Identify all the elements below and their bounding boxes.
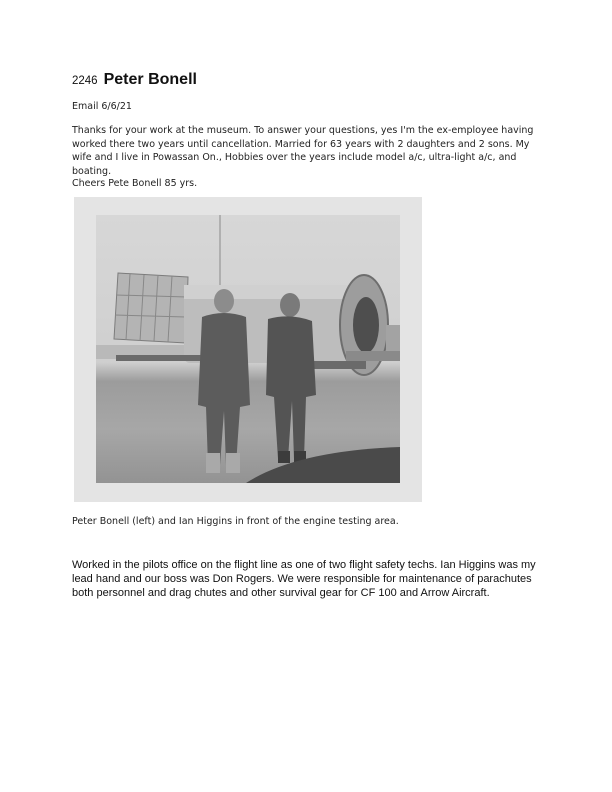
email-body-paragraph: Thanks for your work at the museum. To answer your questions, yes I'm the ex-employee having worked there two years until cancellation. Married for 63 years with 2 daughters and 2 sons. My wife and I live in Powassan On., Hobbies over the years include model a/c, ultra-light a/c, and boating.	[72, 125, 534, 177]
record-number: 2246	[72, 75, 98, 87]
photograph	[96, 215, 400, 483]
photo-caption: Peter Bonell (left) and Ian Higgins in front of the engine testing area.	[72, 516, 399, 527]
work-description-paragraph: Worked in the pilots office on the flight line as one of two flight safety techs. Ian Higgins was my lead hand and our boss was Don Rogers. We were responsible for maintenance of parachutes both personnel and drag chutes and other survival gear for CF 100 and Arrow Aircraft.	[72, 559, 536, 600]
document-title	[72, 71, 197, 89]
person-name: Peter Bonell	[103, 71, 197, 88]
figure-peter-bonell	[198, 289, 250, 473]
car-hood	[246, 447, 400, 483]
email-date: Email 6/6/21	[72, 101, 132, 112]
test-rig-structure	[114, 273, 188, 343]
email-signoff: Cheers Pete Bonell 85 yrs.	[72, 178, 198, 189]
photo-illustration	[96, 215, 400, 483]
photograph-scan	[74, 197, 422, 502]
